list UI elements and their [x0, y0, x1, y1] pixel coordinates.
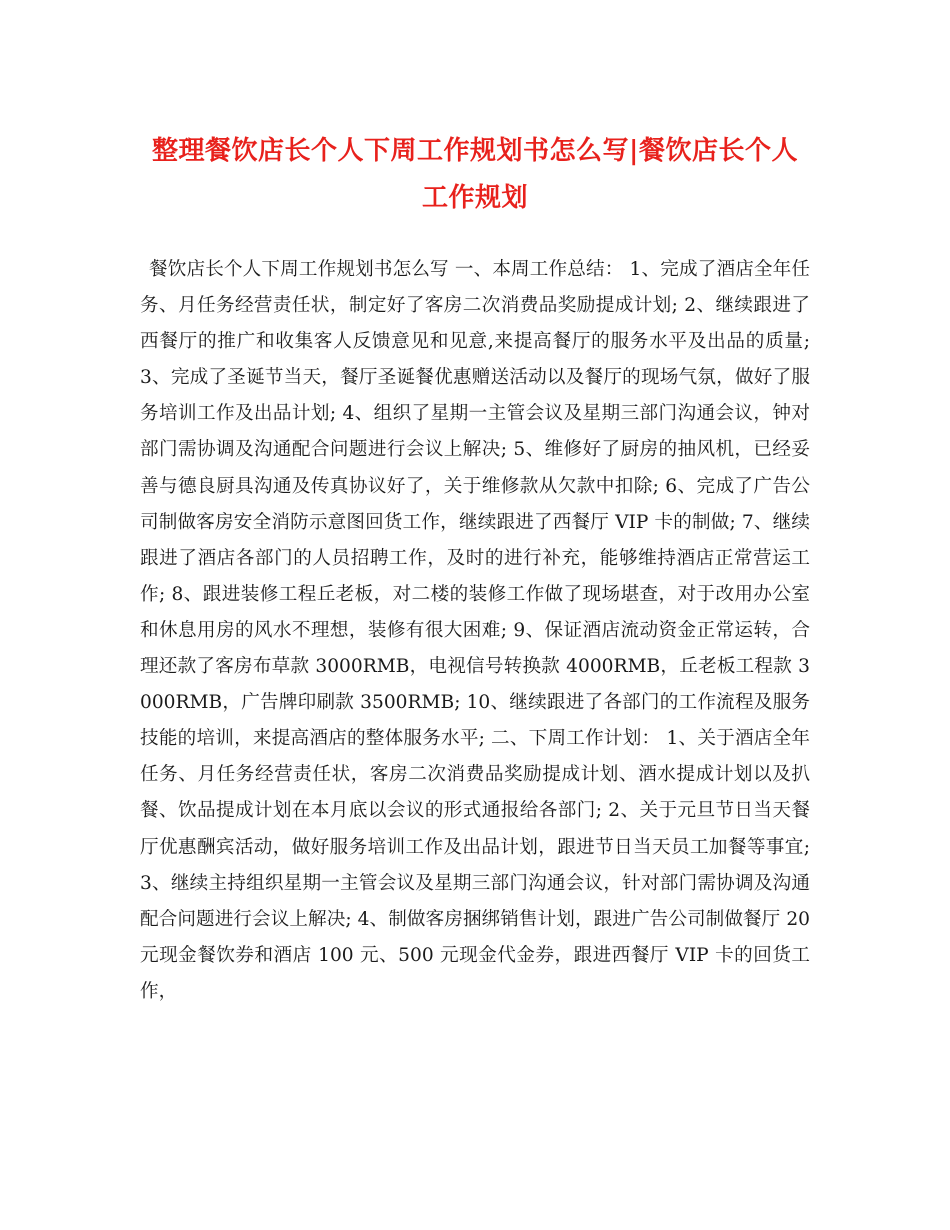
document-title: 整理餐饮店长个人下周工作规划书怎么写|餐饮店长个人工作规划	[152, 136, 798, 213]
document-body: 餐饮店长个人下周工作规划书怎么写 一、本周工作总结： 1、完成了酒店全年任务、月任务经营责任状，制定好了客房二次消费品奖励提成计划; 2、继续跟进了西餐厅的推广和收集客人反馈意见和见意,来提高餐厅的服务水平及出品的质量; 3、完成了圣诞节当天，餐厅圣诞餐优惠赠送活动以及餐厅的现场气氛，做好了服务培训工作及出品计划; 4、组织了星期一主管会议及星期三部门沟通会议，钟对部门需协调及沟通配合问题进行会议上解决; 5、维修好了厨房的抽风机，已经妥善与德良厨具沟通及传真协议好了，关于维修款从欠款中扣除; 6、完成了广告公司制做客房安全消防示意图回货工作，继续跟进了西餐厅 VIP 卡的制做; 7、继续跟进了酒店各部门的人员招聘工作，及时的进行补充，能够维持酒店正常营运工作; 8、跟进装修工程丘老板，对二楼的装修工作做了现场堪查，对于改用办公室和休息用房的风水不理想，装修有很大困难; 9、保证酒店流动资金正常运转，合理还款了客房布草款 3000RMB，电视信号转换款 4000RMB，丘老板工程款 3000RMB，广告牌印刷款 3500RMB; 10、继续跟进了各部门的工作流程及服务技能的培训，来提高酒店的整体服务水平; 二、下周工作计划： 1、关于酒店全年任务、月任务经营责任状，客房二次消费品奖励提成计划、酒水提成计划以及扒餐、饮品提成计划在本月底以会议的形式通报给各部门; 2、关于元旦节日当天餐厅优惠酬宾活动，做好服务培训工作及出品计划，跟进节日当天员工加餐等事宜; 3、继续主持组织星期一主管会议及星期三部门沟通会议，针对部门需协调及沟通配合问题进行会议上解决; 4、制做客房捆绑销售计划，跟进广告公司制做餐厅 20 元现金餐饮券和酒店 100 元、500 元现金代金券，跟进西餐厅 VIP 卡的回货工作，	[140, 259, 810, 1002]
